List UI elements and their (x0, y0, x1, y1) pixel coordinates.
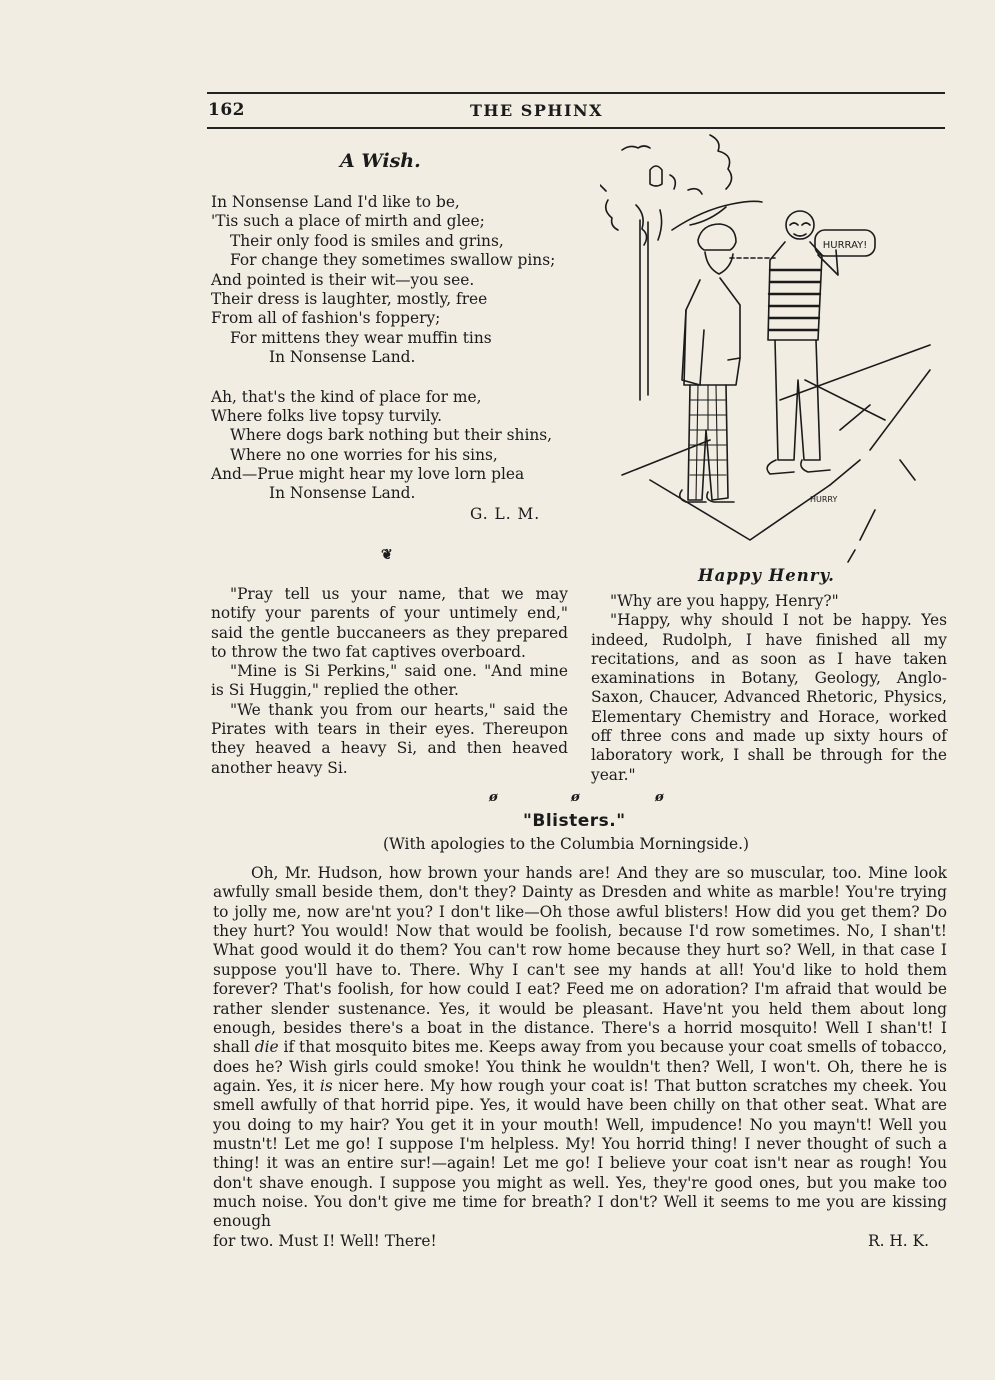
poem-line: In Nonsense Land. (269, 348, 416, 367)
poem-line: In Nonsense Land. (269, 484, 416, 503)
path-line (650, 480, 830, 540)
figure2-shoes (767, 460, 830, 474)
tree-trunk-top (650, 166, 662, 186)
poem-line: From all of fashion's foppery; (211, 309, 441, 328)
blisters-signature: R. H. K. (868, 1231, 929, 1250)
blisters-body (213, 864, 947, 1251)
poem-line: And—Prue might hear my love lorn plea (211, 465, 525, 484)
pirates-paragraph: "Pray tell us your name, that we may notify your parents of your untimely end," said the gentle buccaneers as they prepared to throw the two fat captives overboard. (211, 585, 568, 661)
figure-face (705, 252, 733, 274)
figure-coat-hem (684, 310, 740, 385)
running-title: THE SPHINX (470, 101, 604, 120)
ornament: ø (489, 790, 498, 805)
figure-plaid (690, 385, 726, 500)
ornament: ø (571, 790, 580, 805)
artist-mark: HURRY (810, 495, 838, 504)
header-rule (207, 127, 945, 129)
emphasis: die (254, 1038, 279, 1057)
poem-line: And pointed is their wit—you see. (211, 270, 475, 289)
poem-line: Where folks live topsy turvily. (211, 406, 443, 425)
poem-line: Where dogs bark nothing but their shins, (230, 426, 553, 445)
tree-trunk (640, 220, 648, 400)
happy-henry-paragraph: "Why are you happy, Henry?" (610, 592, 839, 610)
pirates-story (211, 585, 568, 778)
poem-line: Their only food is smiles and grins, (230, 231, 504, 250)
path-line (848, 510, 875, 562)
blisters-title: "Blisters." (523, 811, 626, 831)
poem-line: 'Tis such a place of mirth and glee; (211, 212, 485, 231)
poem-body (211, 193, 555, 504)
poem-line: For change they sometimes swallow pins; (230, 251, 556, 270)
figure2-sweater (768, 242, 822, 340)
tree-branch (600, 185, 618, 230)
happy-henry-illustration (600, 130, 945, 570)
pirates-paragraph: "We thank you from our hearts," said the Pirates with tears in their eyes. Thereupon they heaved a heavy Si, and then heaved another heavy Si. (211, 700, 568, 777)
pirates-paragraph: "Mine is Si Perkins," said one. "And mine is Si Huggin," replied the other. (211, 662, 568, 700)
tree-branch (670, 175, 702, 194)
figure2-face (790, 223, 810, 236)
emphasis: is (319, 1076, 333, 1095)
tree-branch (710, 135, 732, 189)
happy-henry-paragraph: "Happy, why should I not be happy. Yes indeed, Rudolph, I have finished all my recitations, and as soon as I have taken examinations in Botany, Geology, Anglo-Saxon, Chaucer, Advanced Rhetoric, Physics, Elementary Chemistry and Horace, worked off three cons and made up sixty hours of laboratory work, I shall be through for the year." (591, 611, 947, 784)
poem-line: For mittens they wear muffin tins (230, 328, 492, 347)
figure-cap (698, 224, 736, 250)
figure-coat (682, 278, 740, 385)
tree-branch (672, 201, 762, 230)
page-number: 162 (208, 100, 245, 120)
blisters-subtitle: (With apologies to the Columbia Morningside.) (383, 835, 750, 853)
stanza-break (211, 368, 555, 388)
happy-henry-title: Happy Henry. (698, 566, 835, 585)
poem-signature: G. L. M. (470, 505, 541, 523)
poem-line: Ah, that's the kind of place for me, (211, 387, 482, 406)
figure2-stripes (769, 270, 820, 330)
tree-branch (622, 146, 650, 150)
poem-line: In Nonsense Land I'd like to be, (211, 193, 460, 211)
happy-henry-story (591, 592, 947, 785)
blisters-last-line: for two. Must I! Well! There! R. H. K. (213, 1232, 947, 1251)
top-rule (207, 92, 945, 94)
blisters-paragraph: Oh, Mr. Hudson, how brown your hands are! And they are so muscular, too. Mine look awfully small beside them, don't they? Dainty as Dresden and white as marble! You're trying to jolly me, now are'nt you? I don't like—Oh those awful blisters! How did you get them? Do they hurt? You would! Now that would be foolish, because I'd row sometimes. No, I shan't! What good would it do them? You can't row home because they hurt so? Well, in that case I suppose you'll have to. There. Why I can't see my hands at all! You'd like to hold them forever? That's foolish, for how could I eat? Feed me on adoration? I'm afraid that would be rather slender sustenance. Yes, it would be pleasant. Have'nt you held them about long enough, besides there's a boat in the distance. There's a horrid mosquito! Well I shan't! I shall die if that mosquito bites me. Keeps away from you because your coat smells of tobacco, does he? Wish girls could smoke! You think he wouldn't then? Well, I won't. Oh, there he is again. Yes, it is nicer here. My how rough your coat is! That button scratches my cheek. You smell awfully of that horrid pipe. Yes, it would have been chilly on that other seat. What are you doing to my hair? You get it in your mouth! Well, impudence! No you mayn't! Well you mustn't! Let me go! I suppose I'm helpless. My! You horrid thing! I never thought of such a thing! it was an entire sur!—again! Let me go! I believe your coat isn't near as rough! You don't shave enough. I suppose you might as well. Yes, they're good ones, but you make too much noise. You don't give me time for breath? I don't? Well it seems to me you are kissing enough (213, 864, 947, 1231)
poem-line: Where no one worries for his sins, (230, 445, 498, 464)
poem-line: Their dress is laughter, mostly, free (211, 289, 488, 308)
poem-title: A Wish. (340, 150, 421, 172)
ornament-divider: ❦ (381, 547, 393, 563)
sign-text: HURRAY! (822, 240, 868, 251)
path-line (830, 370, 930, 485)
ornament: ø (655, 790, 664, 805)
